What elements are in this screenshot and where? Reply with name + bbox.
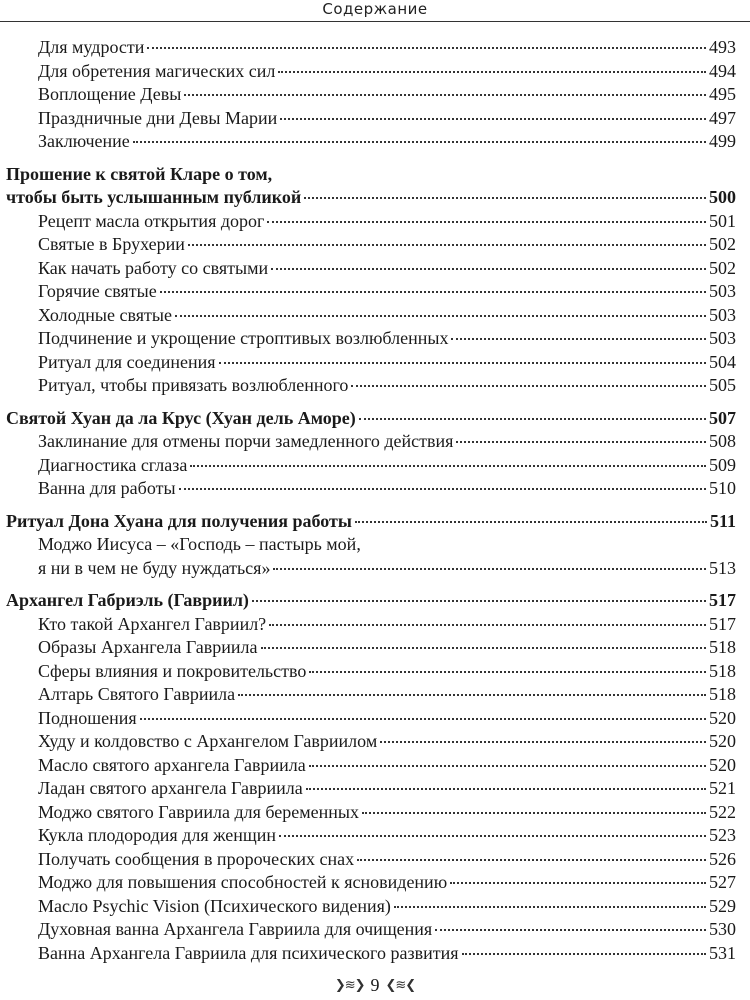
toc-section-heading[interactable] [0,186,750,210]
toc-entry-title: Заключение [38,131,130,151]
toc-entry-page: 504 [709,351,736,372]
toc-entry[interactable] [0,107,750,131]
dot-leader [219,362,706,364]
toc-entry[interactable] [0,730,750,754]
toc-entry[interactable] [0,777,750,801]
toc-entry-title: Воплощение Девы [38,84,182,104]
toc-entry[interactable] [0,351,750,375]
toc-entry[interactable] [0,895,750,919]
dot-leader [394,906,706,908]
toc-entry-title: Холодные святые [38,304,172,325]
toc-entry[interactable] [0,130,750,154]
dot-leader [357,859,706,861]
toc-entry[interactable] [0,374,750,398]
toc-entry-page: 530 [709,919,736,939]
toc-entry-title: Алтарь Святого Гавриила [38,684,236,704]
dot-leader [238,694,706,696]
dot-leader [273,568,706,570]
dot-leader [175,315,706,317]
dot-leader [279,835,706,837]
toc-entry-title: Как начать работу со святыми [38,257,269,278]
dot-leader [380,741,706,743]
dot-leader [147,47,706,49]
toc-section-heading[interactable] [0,163,750,187]
toc-entry[interactable] [0,557,750,581]
toc-section-page: 507 [709,407,736,428]
toc-entry-page: 517 [709,613,736,634]
toc-entry[interactable] [0,257,750,281]
toc-entry-page: 508 [709,431,736,451]
toc-entry[interactable] [0,848,750,872]
toc-entry[interactable] [0,533,750,557]
toc-entry[interactable] [0,83,750,107]
toc-section-page: 500 [709,187,736,207]
dot-leader [188,244,706,246]
toc-entry-title: Подношения [38,707,137,728]
toc-entry-title: Моджо святого Гавриила для беременных [38,801,360,822]
dot-leader [280,118,706,120]
toc-entry-page: 526 [709,848,736,869]
toc-entry[interactable] [0,210,750,234]
toc-entry-title: Горячие святые [38,281,157,301]
section-gap [0,154,750,163]
toc-entry-page: 531 [709,942,736,963]
dot-leader [140,718,706,720]
dot-leader [261,647,706,649]
left-ornament-icon: ❯≋❯ [334,977,365,993]
toc-entry[interactable] [0,918,750,942]
running-header-title: Содержание [322,0,428,18]
toc-entry-page: 497 [709,107,736,128]
toc-entry[interactable] [0,942,750,966]
toc-entry-title-line2: я ни в чем не буду нуждаться» [38,557,271,578]
toc-entry-title: Масло святого архангела Гавриила [38,754,306,775]
dot-leader [179,488,706,490]
toc-section-title: Ритуал Дона Хуана для получения работы [6,510,352,531]
toc-entry-title: Ванна Архангела Гавриила для психического развития [38,942,459,963]
toc-entry[interactable] [0,824,750,848]
toc-entry[interactable] [0,327,750,351]
toc-entry-title: Ритуал, чтобы привязать возлюбленного [38,375,349,395]
dot-leader [362,812,706,814]
right-ornament-icon: ❮≋❮ [385,977,416,993]
toc-entry-title: Получать сообщения в пророческих снах [38,848,355,869]
section-gap [0,580,750,589]
dot-leader [309,671,706,673]
toc-entry-page: 520 [709,731,736,751]
toc-entry[interactable] [0,430,750,454]
toc-entry-page: 502 [709,257,736,278]
toc-section-title-line1: Прошение к святой Кларе о том, [6,163,273,184]
dot-leader [304,197,706,199]
toc-entry-title: Масло Psychic Vision (Психического видения) [38,895,391,916]
toc-entry-page: 494 [709,60,736,81]
toc-entry-page: 493 [709,37,736,57]
toc-entry-title: Моджо для повышения способностей к ясновидению [38,872,448,892]
dot-leader [451,338,706,340]
page-number: 9 [370,974,380,995]
toc-entry[interactable] [0,280,750,304]
toc-entry-page: 520 [709,754,736,775]
toc-entry-title: Диагностика сглаза [38,454,188,475]
toc-entry-page: 520 [709,707,736,728]
section-gap [0,501,750,510]
dot-leader [271,268,706,270]
toc-entry-page: 495 [709,84,736,104]
toc-entry-page: 505 [709,375,736,395]
toc-entry[interactable] [0,477,750,501]
toc-entry[interactable] [0,660,750,684]
dot-leader [355,521,707,523]
toc-section-page: 511 [709,510,736,531]
running-header [0,0,750,20]
dot-leader [450,882,706,884]
toc-entry-title: Ванна для работы [38,478,176,498]
toc-entry-page: 501 [709,210,736,231]
toc-entry-page: 510 [709,478,736,498]
toc-entry-page: 518 [709,660,736,681]
toc-entry-title: Кто такой Архангел Гавриил? [38,613,267,634]
toc-entry[interactable] [0,707,750,731]
dot-leader [462,953,707,955]
page-footer [0,973,750,997]
toc-entry-title: Кукла плодородия для женщин [38,825,277,845]
dot-leader [351,385,706,387]
toc-entry[interactable] [0,304,750,328]
header-rule [0,21,750,22]
toc-entry-page: 529 [709,895,736,916]
toc-entry-page: 499 [709,131,736,151]
toc-entry-title: Святые в Брухерии [38,234,185,254]
toc-entry-page: 518 [709,684,736,704]
toc-section-title: Архангел Габриэль (Гавриил) [6,590,249,610]
toc-entry-page: 503 [709,281,736,301]
dot-leader [160,291,706,293]
dot-leader [269,624,706,626]
toc-entry-page: 523 [709,825,736,845]
toc-entry[interactable] [0,454,750,478]
toc-section-title-line2: чтобы быть услышанным публикой [6,187,302,207]
toc-entry-page: 502 [709,234,736,254]
toc-entry-title: Духовная ванна Архангела Гавриила для очищения [38,919,433,939]
toc-entry-title: Для обретения магических сил [38,60,276,81]
toc-entry-page: 518 [709,637,736,657]
toc-entry[interactable] [0,233,750,257]
dot-leader [184,94,706,96]
toc-entry-page: 513 [709,557,736,578]
toc-section-heading[interactable] [0,407,750,431]
dot-leader [309,765,706,767]
toc-entry-title: Образы Архангела Гавриила [38,637,258,657]
toc-entry-page: 521 [709,778,736,798]
toc-entry[interactable] [0,613,750,637]
toc-entry-page: 522 [709,801,736,822]
toc-section-heading[interactable] [0,510,750,534]
toc-section-title: Святой Хуан да ла Крус (Хуан дель Аморе) [6,407,356,428]
toc-entry[interactable] [0,636,750,660]
dot-leader [278,71,706,73]
toc-entry-page: 503 [709,328,736,348]
dot-leader [252,600,706,602]
toc-entry[interactable] [0,871,750,895]
toc-entry[interactable] [0,36,750,60]
dot-leader [456,441,706,443]
toc-entry-title: Для мудрости [38,37,145,57]
toc-entry[interactable] [0,60,750,84]
toc-entry[interactable] [0,754,750,778]
toc-entry-title-line1: Моджо Иисуса – «Господь – пастырь мой, [38,534,361,554]
toc-entry-title: Ритуал для соединения [38,351,216,372]
toc-entry-title: Подчинение и укрощение строптивых возлюбленных [38,328,449,348]
toc-entry-title: Худу и колдовство с Архангелом Гавриилом [38,731,378,751]
dot-leader [267,221,706,223]
dot-leader [190,465,706,467]
toc-entry-page: 527 [709,872,736,892]
toc-entry[interactable] [0,683,750,707]
dot-leader [133,141,706,143]
table-of-contents [0,36,750,965]
dot-leader [359,418,706,420]
dot-leader [435,929,706,931]
toc-entry[interactable] [0,801,750,825]
toc-entry-title: Сферы влияния и покровительство [38,660,307,681]
toc-entry-title: Праздничные дни Девы Марии [38,107,278,128]
toc-section-heading[interactable] [0,589,750,613]
toc-entry-page: 503 [709,304,736,325]
toc-section-page: 517 [709,590,736,610]
section-gap [0,398,750,407]
toc-entry-title: Ладан святого архангела Гавриила [38,778,303,798]
toc-entry-page: 509 [709,454,736,475]
toc-entry-title: Рецепт масла открытия дорог [38,210,265,231]
toc-entry-title: Заклинание для отмены порчи замедленного действия [38,431,454,451]
dot-leader [306,788,706,790]
